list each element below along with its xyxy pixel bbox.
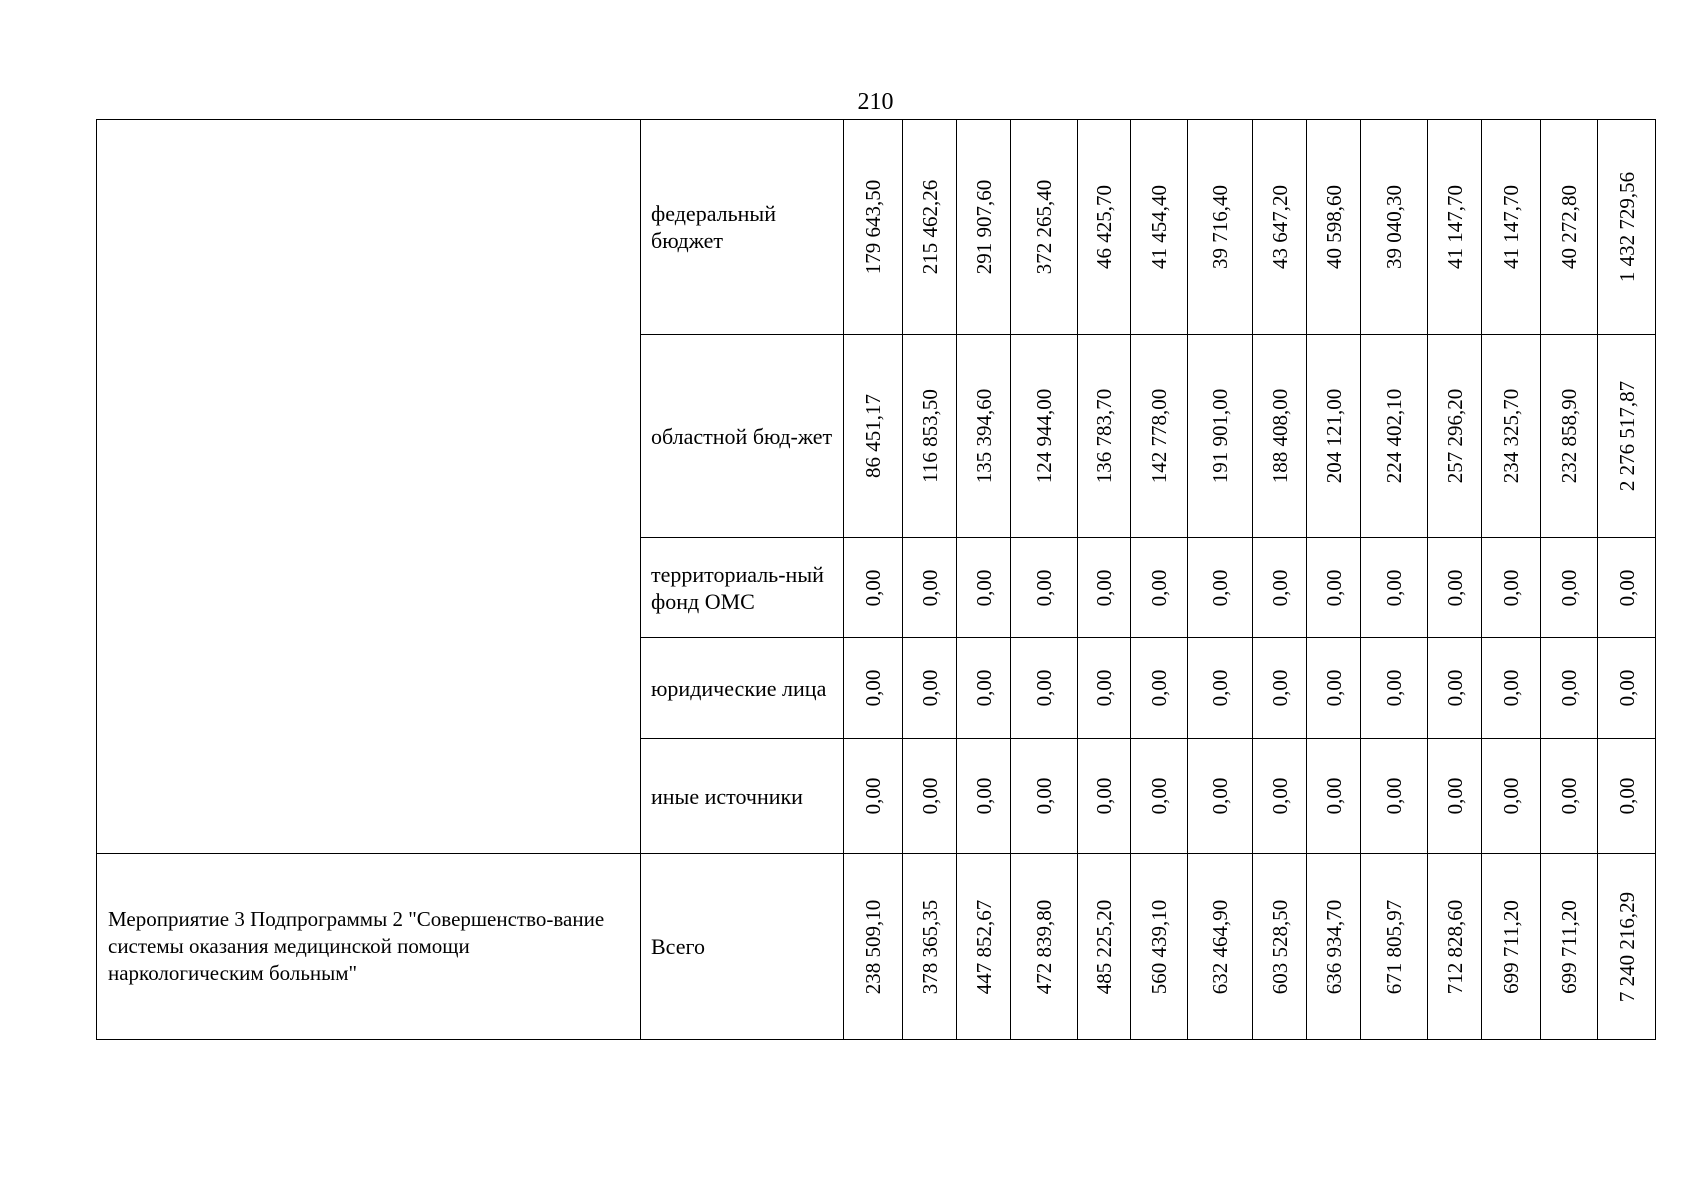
value-text: 0,00 xyxy=(1267,569,1292,606)
value-text: 699 711,20 xyxy=(1499,899,1523,994)
value-cell xyxy=(1011,538,1078,638)
value-text: 0,00 xyxy=(1557,777,1581,815)
value-text: 43 647,20 xyxy=(1267,185,1292,269)
value-cell xyxy=(1188,638,1253,739)
value-cell xyxy=(844,538,903,638)
value-text: 238 509,10 xyxy=(861,899,885,994)
measure-name-cell xyxy=(97,120,641,854)
value-text: 0,00 xyxy=(971,777,996,815)
value-text: 142 778,00 xyxy=(1147,388,1171,484)
value-cell xyxy=(1011,335,1078,538)
value-cell xyxy=(1361,638,1428,739)
value-text: 560 439,10 xyxy=(1147,899,1171,994)
value-cell xyxy=(1482,739,1541,854)
table-row xyxy=(97,120,1656,335)
value-cell xyxy=(1253,739,1307,854)
funding-source-cell: федеральный бюджет xyxy=(641,120,844,335)
funding-source-cell: областной бюд-жет xyxy=(641,335,844,538)
value-text: 0,00 xyxy=(1499,669,1523,707)
value-text: 632 464,90 xyxy=(1208,899,1232,994)
value-cell xyxy=(1188,854,1253,1040)
value-text: 0,00 xyxy=(1442,669,1467,707)
value-text: 204 121,00 xyxy=(1321,388,1346,484)
value-text: 671 805,97 xyxy=(1382,899,1406,994)
value-cell xyxy=(1541,739,1598,854)
value-text: 116 853,50 xyxy=(917,389,942,483)
value-text: 485 225,20 xyxy=(1092,899,1116,994)
value-cell xyxy=(1307,854,1361,1040)
value-text: 191 901,00 xyxy=(1208,388,1232,484)
value-cell xyxy=(903,739,957,854)
value-text: 636 934,70 xyxy=(1321,899,1346,994)
value-text: 0,00 xyxy=(861,777,885,815)
value-cell xyxy=(1541,538,1598,638)
value-text: 7 240 216,29 xyxy=(1614,891,1639,1002)
value-cell xyxy=(957,335,1011,538)
value-cell xyxy=(903,638,957,739)
value-cell xyxy=(1011,120,1078,335)
funding-source-cell: иные источники xyxy=(641,739,844,854)
value-text: 124 944,00 xyxy=(1032,388,1056,484)
value-text: 40 598,60 xyxy=(1321,185,1346,269)
value-text: 0,00 xyxy=(1032,569,1056,606)
value-cell xyxy=(1307,638,1361,739)
value-text: 232 858,90 xyxy=(1557,388,1581,484)
value-cell xyxy=(903,538,957,638)
value-cell xyxy=(1598,854,1656,1040)
value-cell xyxy=(957,538,1011,638)
value-cell xyxy=(1361,538,1428,638)
funding-source-cell: территориаль-ный фонд ОМС xyxy=(641,538,844,638)
value-cell xyxy=(1078,739,1131,854)
value-cell xyxy=(1011,638,1078,739)
value-text: 0,00 xyxy=(1267,777,1292,815)
page-number: 210 xyxy=(857,89,894,115)
value-cell xyxy=(903,335,957,538)
value-text: 0,00 xyxy=(1208,569,1232,606)
value-cell xyxy=(957,120,1011,335)
value-cell xyxy=(1131,120,1188,335)
value-cell xyxy=(1598,335,1656,538)
value-cell xyxy=(1188,120,1253,335)
value-text: 41 147,70 xyxy=(1442,185,1467,269)
value-cell xyxy=(957,854,1011,1040)
value-cell xyxy=(1428,120,1482,335)
value-text: 472 839,80 xyxy=(1032,899,1056,994)
value-text: 0,00 xyxy=(1442,569,1467,606)
value-cell xyxy=(1253,120,1307,335)
value-cell xyxy=(1188,739,1253,854)
value-text: 0,00 xyxy=(917,777,942,815)
value-text: 372 265,40 xyxy=(1032,179,1056,275)
value-text: 0,00 xyxy=(1147,777,1171,815)
value-cell xyxy=(1482,335,1541,538)
value-text: 39 716,40 xyxy=(1208,185,1232,269)
value-text: 0,00 xyxy=(1032,669,1056,707)
value-cell xyxy=(1598,638,1656,739)
value-cell xyxy=(844,335,903,538)
value-cell xyxy=(1131,739,1188,854)
value-text: 0,00 xyxy=(1032,777,1056,815)
value-text: 0,00 xyxy=(1321,669,1346,707)
value-text: 0,00 xyxy=(861,569,885,606)
value-text: 0,00 xyxy=(1092,569,1116,606)
value-cell xyxy=(1482,120,1541,335)
value-cell xyxy=(1131,538,1188,638)
value-cell xyxy=(1078,335,1131,538)
value-cell xyxy=(1307,120,1361,335)
value-text: 378 365,35 xyxy=(917,899,942,994)
value-text: 0,00 xyxy=(1614,669,1639,707)
table-row xyxy=(97,854,1656,1040)
value-text: 0,00 xyxy=(1147,569,1171,606)
value-text: 0,00 xyxy=(1614,569,1639,606)
value-cell xyxy=(1482,854,1541,1040)
value-text: 447 852,67 xyxy=(971,899,996,994)
value-cell xyxy=(903,120,957,335)
value-cell xyxy=(1307,538,1361,638)
value-text: 0,00 xyxy=(1382,569,1406,606)
value-text: 0,00 xyxy=(1557,569,1581,606)
value-cell xyxy=(1541,120,1598,335)
value-text: 41 454,40 xyxy=(1147,185,1171,269)
value-cell xyxy=(957,739,1011,854)
value-text: 291 907,60 xyxy=(971,179,996,275)
value-cell xyxy=(844,854,903,1040)
value-text: 0,00 xyxy=(917,669,942,707)
value-cell xyxy=(1541,335,1598,538)
value-cell xyxy=(1428,854,1482,1040)
value-cell xyxy=(957,638,1011,739)
value-text: 0,00 xyxy=(861,669,885,707)
value-cell xyxy=(1361,120,1428,335)
value-cell xyxy=(1428,335,1482,538)
value-text: 234 325,70 xyxy=(1499,388,1523,484)
value-cell xyxy=(1598,739,1656,854)
value-cell xyxy=(1078,120,1131,335)
value-cell xyxy=(1078,538,1131,638)
value-cell xyxy=(1482,638,1541,739)
value-cell xyxy=(844,739,903,854)
value-cell xyxy=(844,120,903,335)
value-text: 0,00 xyxy=(1321,569,1346,606)
value-cell xyxy=(1482,538,1541,638)
value-text: 699 711,20 xyxy=(1557,899,1581,994)
value-cell xyxy=(903,854,957,1040)
value-text: 0,00 xyxy=(1092,669,1116,707)
value-cell xyxy=(1307,739,1361,854)
value-cell xyxy=(1598,120,1656,335)
value-cell xyxy=(1253,638,1307,739)
value-text: 0,00 xyxy=(1092,777,1116,815)
value-cell xyxy=(1253,854,1307,1040)
measure-name-cell: Мероприятие 3 Подпрограммы 2 "Совершенство-вание системы оказания медицинской помощи наркологическим больным" xyxy=(97,854,641,1040)
value-text: 0,00 xyxy=(1442,777,1467,815)
value-text: 215 462,26 xyxy=(917,179,942,275)
value-text: 0,00 xyxy=(1267,669,1292,707)
value-text: 0,00 xyxy=(1614,777,1639,815)
value-text: 2 276 517,87 xyxy=(1614,380,1639,492)
funding-source-cell: юридические лица xyxy=(641,638,844,739)
value-text: 46 425,70 xyxy=(1092,185,1116,269)
value-text: 0,00 xyxy=(1499,569,1523,606)
value-cell xyxy=(1428,739,1482,854)
value-text: 0,00 xyxy=(1557,669,1581,707)
value-text: 0,00 xyxy=(1499,777,1523,815)
financing-table xyxy=(96,119,1656,1040)
value-text: 0,00 xyxy=(1321,777,1346,815)
value-cell xyxy=(1541,638,1598,739)
value-cell xyxy=(1131,638,1188,739)
value-text: 0,00 xyxy=(971,569,996,606)
value-text: 40 272,80 xyxy=(1557,185,1581,269)
value-text: 1 432 729,56 xyxy=(1614,171,1639,283)
value-cell xyxy=(1253,335,1307,538)
value-text: 39 040,30 xyxy=(1382,185,1406,269)
value-cell xyxy=(1188,538,1253,638)
value-text: 136 783,70 xyxy=(1092,388,1116,484)
value-cell xyxy=(1361,854,1428,1040)
value-cell xyxy=(1131,335,1188,538)
value-cell xyxy=(1598,538,1656,638)
value-cell xyxy=(1428,538,1482,638)
value-text: 0,00 xyxy=(1208,777,1232,815)
value-cell xyxy=(1361,739,1428,854)
funding-source-cell: Всего xyxy=(641,854,844,1040)
value-cell xyxy=(1078,854,1131,1040)
value-text: 0,00 xyxy=(1147,669,1171,707)
value-text: 603 528,50 xyxy=(1267,899,1292,994)
value-text: 0,00 xyxy=(1382,777,1406,815)
value-cell xyxy=(1011,739,1078,854)
value-cell xyxy=(1428,638,1482,739)
value-text: 0,00 xyxy=(971,669,996,707)
value-text: 257 296,20 xyxy=(1442,388,1467,484)
value-text: 41 147,70 xyxy=(1499,185,1523,269)
value-cell xyxy=(1131,854,1188,1040)
value-text: 224 402,10 xyxy=(1382,388,1406,484)
value-cell xyxy=(1307,335,1361,538)
value-cell xyxy=(1541,854,1598,1040)
value-text: 0,00 xyxy=(1382,669,1406,707)
value-text: 179 643,50 xyxy=(861,179,885,275)
value-text: 188 408,00 xyxy=(1267,388,1292,484)
value-text: 0,00 xyxy=(917,569,942,606)
value-text: 712 828,60 xyxy=(1442,899,1467,994)
value-cell xyxy=(844,638,903,739)
value-cell xyxy=(1361,335,1428,538)
value-text: 86 451,17 xyxy=(861,394,885,478)
value-cell xyxy=(1188,335,1253,538)
value-cell xyxy=(1011,854,1078,1040)
value-text: 0,00 xyxy=(1208,669,1232,707)
value-text: 135 394,60 xyxy=(971,388,996,484)
value-cell xyxy=(1253,538,1307,638)
value-cell xyxy=(1078,638,1131,739)
